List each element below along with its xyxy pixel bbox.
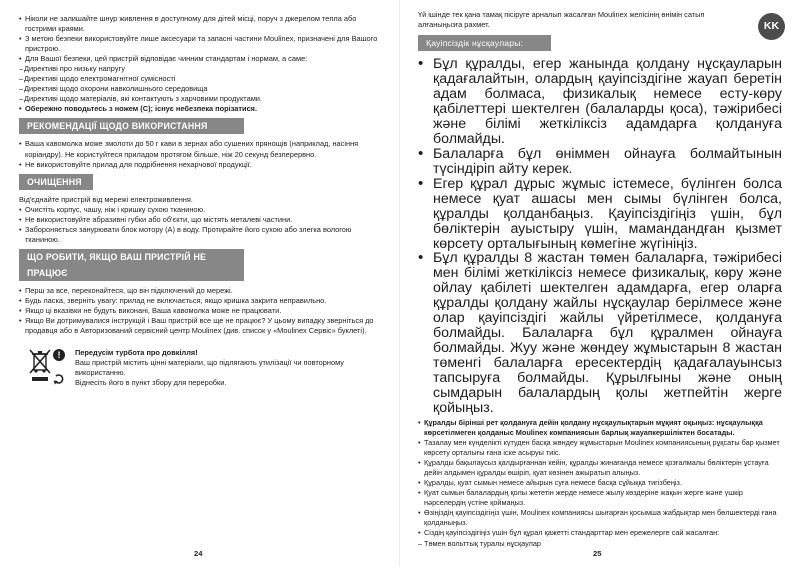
cleaning-list	[19, 205, 386, 245]
list-item: • Құралды, қуат сымын немесе айырын суға немесе басқа сұйыққа тигізбеңіз.	[418, 478, 782, 488]
intro-text: Үй ішінде тек қана тамақ пісіруге арналып жасалған Moulinex желісінің өнімін сатып алғаныңызға рахмет.	[418, 10, 705, 30]
secondary-safety-list	[418, 418, 782, 549]
knife-warning	[19, 104, 386, 114]
list-item: • Забороняється занурювати блок мотору (А) в воду. Протирайте його сухою або злегка вологою тканиною.	[19, 225, 386, 245]
cleaning-heading: ОЧИЩЕННЯ	[19, 174, 93, 190]
recycling-text	[69, 348, 369, 398]
list-item: – Төмен вольттық туралы нұсқаулар	[418, 539, 782, 549]
safety-heading: Қауіпсіздік нұсқаулары:	[418, 35, 551, 51]
list-item: • З метою безпеки використовуйте лише аксесуари та запасні частини Moulinex, призначені для Вашого пристрою.	[19, 34, 386, 54]
cleaning-intro: Від'єднайте пристрій від мережі електроживлення.	[19, 194, 193, 204]
list-item: – Директиві щодо матеріалів, які контактують з харчовими продуктами.	[19, 94, 386, 104]
main-safety-list	[418, 57, 782, 416]
trouble-heading: ЩО РОБИТИ, ЯКЩО ВАШ ПРИСТРІЙ НЕ ПРАЦЮЄ	[19, 249, 244, 281]
list-item: • Для Вашої безпеки, цей пристрій відповідає чинним стандартам і нормам, а саме:	[19, 54, 386, 64]
recycling-title: Передусім турбота про довкілля!	[75, 348, 198, 358]
recycle-arrow-icon	[53, 373, 65, 385]
list-item: • Сіздің қауіпсіздігіңіз үшін бұл құрал қажетті стандарттар мен ережелерге сай жасалған:	[418, 528, 782, 538]
recycling-block	[19, 348, 386, 398]
list-item: • Балаларға бұл өніммен ойнауға болмайтынын түсіндіріп айту керек.	[418, 147, 782, 177]
language-badge: KK	[758, 13, 785, 40]
bin-bar-icon	[32, 377, 48, 381]
info-icon: !	[53, 349, 65, 361]
usage-list	[19, 139, 386, 169]
page-number: 24	[194, 549, 203, 558]
list-item: • Бұл құралды, егер жанында қолдану нұсқауларын қадағалайтын, олардың қауіпсіздігіне жауап беретін адам болмаса, физикалық немесе есту-көру қабілеттері шектелген (балаларды қоса), тәжірибесі және білімі жеткіліксіз адамдарға қолдануға болмайды.	[418, 57, 782, 147]
list-item: • Не використовуйте прилад для подрібнення нехарчової продукції.	[19, 160, 386, 170]
list-item: • Не використовуйте абразивні губки або об'єкти, що містять металеві частини.	[19, 215, 386, 225]
list-item: • Очистіть корпус, чашу, ніж і кришку сухою тканиною.	[19, 205, 386, 215]
list-item: • Будь ласка, зверніть увагу: прилад не включається, якщо кришка закрита неправильно.	[19, 296, 386, 306]
crossed-bin-icon	[28, 348, 52, 374]
list-item: • Якщо Ви дотримувалися інструкцій і Ваш пристрій все ще не працює? У цьому випадку зверніться до продавця або в Авторизований сервісний центр Moulinex (див. список у «Moulinex Сервіс» буклеті).	[19, 316, 386, 336]
list-item: – Директиві про низьку напругу	[19, 64, 386, 74]
list-item: – Директиві щодо охорони навколишнього середовища	[19, 84, 386, 94]
list-item: • Қуат сымын балалардың қолы жететін жерде немесе жылу көздеріне жақын жерге және үшкір нәрселердің үстіне қоймаңыз.	[418, 488, 782, 508]
list-item: • Якщо ці вказівки не будуть виконані, Ваша кавомолка може не працювати.	[19, 306, 386, 316]
list-item: • Құралды бірінші рет қолдануға дейін қолдану нұсқаулықтарын мұқият оқыңыз: нұсқаулыққа көрсетілмеген қолданыс Moulinex компаниясын барлық жауапкершіліктен босатады.	[418, 418, 782, 438]
trouble-list	[19, 286, 386, 336]
list-item: – Директиві щодо електромагнітної сумісності	[19, 74, 386, 84]
list-item: • Обережно поводьтесь з ножем (С); існує небезпека порізатися.	[19, 104, 386, 114]
list-item: • Егер құрал дұрыс жұмыс істемесе, бүлінген болса немесе қуат ашасы мен сымы бүлінген болса, құралды қолданбаңыз. Қауіпсіздігіңіз үшін, бұл бөліктерін ауыстыру үшін, мамандандған қызмет көрсету орталығының көмегіне жүгініңіз.	[418, 177, 782, 252]
list-item: • Құралды бақылаусыз қалдырғаннан кейін, құралды жинағанда немесе қозғалмалы бөліктерін ұстауға дейін алдымен құралды өшіріп, қуат көзінен ажыратып алыңыз.	[418, 458, 782, 478]
list-item: • Ніколи не залишайте шнур живлення в доступному для дітей місці, поруч з джерелом тепла або гострими краями.	[19, 14, 386, 34]
list-item: • Өзіңіздің қауіпсіздігіңіз үшін, Moulinex компаниясы шығарған қосымша жабдықтар мен бөлшектерді ғана қолданыңыз.	[418, 508, 782, 528]
right-page	[400, 0, 800, 567]
page-number: 25	[593, 549, 602, 558]
list-item: • Бұл құралды 8 жастан төмен балаларға, тәжірибесі мен білімі жеткіліксіз немесе физикалық, көру және ойлау қабілеті шектелген адамдарға, егер оларға құралды қолдану жайлы нұсқаулар берілмесе және олар қауіпсіздігі жайлы үйретілмесе, қолдануға болмайды. Балаларға бұл құралмен ойнауға болмайды. Жуу және жөндеу жұмыстарын 8 жастан төменгі балаларға ересектердің қадағалауынсыз тапсыруға болмайды. Құрылғыны және оның сымдарын балалардың қолы жетпейтін жерге қойыңыз.	[418, 251, 782, 415]
recycling-icons	[19, 348, 69, 398]
directives-list	[19, 64, 386, 104]
list-item: • Перш за все, переконайтеся, що він підключений до мережі.	[19, 286, 386, 296]
recycling-desc: Ваш пристрій містить цінні матеріали, що підлягають утилізації чи повторному використанню.	[75, 358, 344, 378]
usage-heading: РЕКОМЕНДАЦІЇ ЩОДО ВИКОРИСТАННЯ	[19, 118, 244, 134]
list-item: • Ваша кавомолка може змолоти до 50 г кави в зернах або сушених прянощів (наприклад, насіння коріандру). Не користуйтеся приладом протягом більше, ніж 20 секунд безперервно.	[19, 139, 386, 159]
list-item: • Тазалау мен күнделікті күтуден басқа жөндеу жұмыстарын Moulinex компаниясының рұқсаты бар қызмет көрсету орталығы ғана іске асыруы тиіс.	[418, 438, 782, 458]
recycling-desc-2: Віднесіть його в пункт збору для переробки.	[75, 378, 227, 388]
safety-list	[19, 14, 386, 64]
